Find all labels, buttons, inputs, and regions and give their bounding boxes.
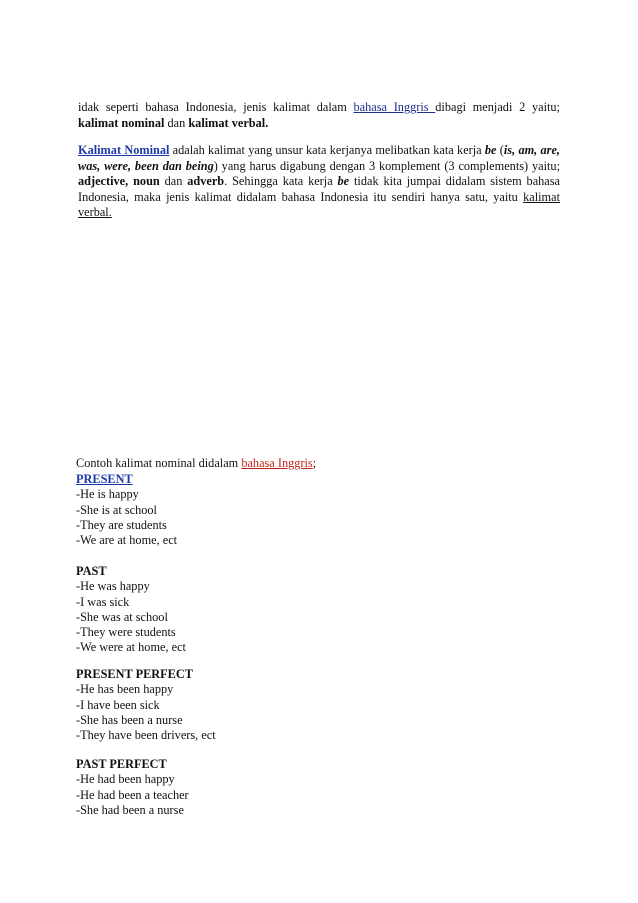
bahasa-inggris-link-2[interactable]: bahasa Inggris <box>241 456 313 470</box>
adjective-bold: adjective, <box>78 174 129 188</box>
past-perfect-heading: PAST PERFECT <box>76 757 167 771</box>
adverb-bold: adverb <box>187 174 225 188</box>
definition-text-1: adalah kalimat yang unsur kata kerjanya melibatkan kata kerja <box>169 143 485 157</box>
definition-paragraph <box>78 143 560 221</box>
list-item: -We are at home, ect <box>76 533 178 548</box>
kalimat-nominal-link[interactable]: Kalimat Nominal <box>78 143 170 157</box>
semicolon: ; <box>312 456 317 470</box>
section-present <box>76 472 177 548</box>
kalimat-verbal-link[interactable]: kalimat verbal. <box>78 189 560 219</box>
examples-intro <box>76 456 316 471</box>
section-past <box>76 564 186 656</box>
list-item: -She was at school <box>76 609 168 624</box>
definition-text-3: ) yang harus digabung dengan 3 komplement (3 complements) yaitu; <box>213 158 560 173</box>
list-item: -She had been a nurse <box>76 802 184 817</box>
list-item: -They are students <box>76 517 167 532</box>
definition-dan: dan <box>159 174 188 188</box>
list-item: -He had been happy <box>76 772 175 787</box>
examples-intro-text: Contoh kalimat nominal didalam <box>76 456 242 470</box>
intro-line-1 <box>78 100 560 116</box>
list-item: -I was sick <box>76 594 130 609</box>
intro-text: idak seperti bahasa Indonesia, jenis kalimat dalam <box>78 100 354 114</box>
definition-text-7: tidak kita jumpai didalam sistem bahasa Indonesia, maka jenis kalimat didalam bahasa Indonesia itu sendiri hanya satu, yaitu <box>78 174 561 204</box>
list-item: -He had been a teacher <box>76 787 189 802</box>
past-heading: PAST <box>76 564 107 578</box>
list-item: -I have been sick <box>76 697 160 712</box>
intro-text-2: dibagi menjadi 2 yaitu; <box>435 100 560 114</box>
intro-paragraph <box>78 100 560 131</box>
present-perfect-heading: PRESENT PERFECT <box>76 667 193 681</box>
kalimat-verbal-bold: kalimat verbal. <box>188 115 269 130</box>
list-item: -We were at home, ect <box>76 640 186 655</box>
bahasa-inggris-link[interactable]: bahasa Inggris <box>353 100 436 114</box>
be-word-2: be <box>337 174 350 188</box>
present-heading[interactable]: PRESENT <box>76 472 133 486</box>
kalimat-nominal-bold: kalimat nominal <box>78 115 165 130</box>
section-past-perfect <box>76 757 189 818</box>
noun-bold: noun <box>133 174 160 188</box>
be-forms-2: are, was, were, been dan being <box>78 143 560 173</box>
be-word: be <box>484 143 497 157</box>
intro-line-2 <box>78 116 560 132</box>
list-item: -She is at school <box>76 502 157 517</box>
list-item: -She has been a nurse <box>76 712 183 727</box>
definition-text-6: . Sehingga kata kerja <box>224 174 338 188</box>
list-item: -He is happy <box>76 487 139 502</box>
be-forms-1: is, am, <box>503 143 538 157</box>
definition-paren: ( <box>496 143 504 157</box>
list-item: -They have been drivers, ect <box>76 728 216 743</box>
list-item: -He has been happy <box>76 682 174 697</box>
list-item: -He was happy <box>76 579 150 594</box>
section-present-perfect <box>76 667 216 743</box>
intro-and: dan <box>164 115 189 130</box>
list-item: -They were students <box>76 625 176 640</box>
